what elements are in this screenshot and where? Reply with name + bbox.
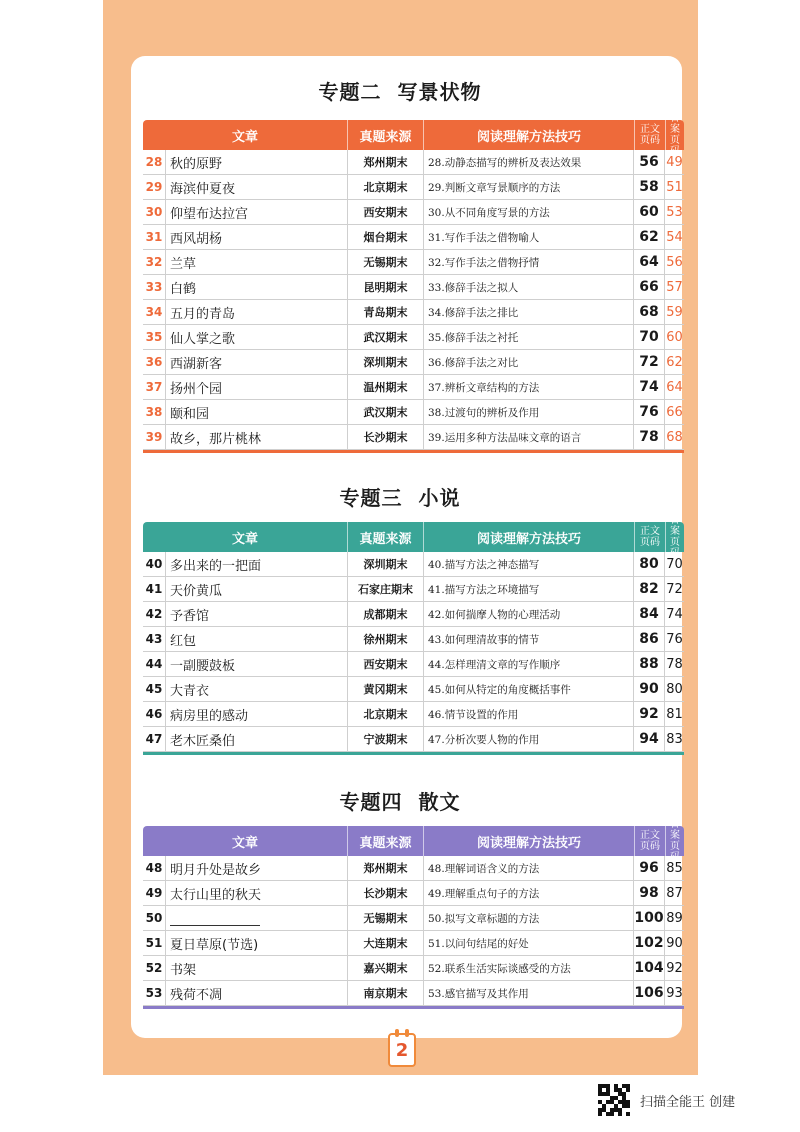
- answer-page: 76: [666, 631, 683, 647]
- toc-table: [143, 819, 684, 1009]
- page-number-badge: [388, 1033, 416, 1067]
- qr-cell: [626, 1112, 630, 1116]
- table-row[interactable]: [143, 350, 684, 375]
- answer-page: 80: [666, 681, 683, 697]
- article-title: [166, 375, 348, 399]
- article-title: [166, 400, 348, 424]
- header-skill: [424, 120, 635, 150]
- header-page-line1: 正文: [640, 124, 660, 135]
- header-source: [348, 120, 424, 150]
- exam-source: 西安期末: [348, 652, 424, 676]
- header-skill-label: 阅读理解方法技巧: [476, 129, 581, 145]
- table-row[interactable]: [143, 727, 684, 752]
- header-skill-label: 阅读理解方法技巧: [476, 531, 581, 547]
- header-ans-line2: 页码: [670, 135, 680, 157]
- exam-source: 郑州期末: [348, 150, 424, 174]
- table-row[interactable]: [143, 150, 684, 175]
- answer-page: 89: [666, 910, 683, 926]
- article-title-text: 兰草: [170, 256, 197, 272]
- text-page: 56: [634, 150, 665, 174]
- reading-skill: 35.修辞手法之衬托: [424, 325, 634, 349]
- header-article: [143, 522, 348, 552]
- reading-skill: 43.如何理清故事的情节: [424, 627, 634, 651]
- header-page: [635, 522, 666, 552]
- table-bottom-rule: [143, 450, 684, 453]
- section-title: [0, 76, 800, 105]
- text-page: 60: [634, 200, 665, 224]
- exam-source: 温州期末: [348, 375, 424, 399]
- row-number: 31: [143, 225, 166, 249]
- text-page: 88: [634, 652, 665, 676]
- reading-skill: 33.修辞手法之拟人: [424, 275, 634, 299]
- table-row[interactable]: [143, 175, 684, 200]
- table-header: [143, 819, 684, 863]
- article-title-text: 大青衣: [170, 683, 210, 699]
- article-title: [166, 727, 348, 751]
- article-title: [166, 300, 348, 324]
- text-page: 94: [634, 727, 665, 751]
- reading-skill: 30.从不同角度写景的方法: [424, 200, 634, 224]
- reading-skill: 45.如何从特定的角度概括事件: [424, 677, 634, 701]
- article-title: [166, 677, 348, 701]
- text-page: 62: [634, 225, 665, 249]
- table-row[interactable]: [143, 275, 684, 300]
- row-number: 40: [143, 552, 166, 576]
- row-number: 29: [143, 175, 166, 199]
- row-number: 33: [143, 275, 166, 299]
- article-title-text: 五月的青岛: [170, 306, 236, 322]
- exam-source: 西安期末: [348, 200, 424, 224]
- reading-skill: 49.理解重点句子的方法: [424, 881, 634, 905]
- row-number: 39: [143, 425, 166, 449]
- article-title: [166, 906, 348, 930]
- reading-skill: 32.写作手法之借物抒情: [424, 250, 634, 274]
- article-title: [166, 981, 348, 1005]
- text-page: 84: [634, 602, 665, 626]
- article-title: [166, 275, 348, 299]
- scanner-watermark: [598, 1084, 735, 1116]
- answer-page: 59: [666, 304, 683, 320]
- header-page-line2: 页码: [640, 537, 660, 548]
- header-article: [143, 826, 348, 856]
- table-row[interactable]: [143, 300, 684, 325]
- header-page-line2: 页码: [640, 135, 660, 146]
- header-source-label: 真题来源: [359, 835, 412, 851]
- article-title-text: 仰望布达拉宫: [170, 206, 249, 222]
- article-title: [166, 425, 348, 449]
- row-number: 52: [143, 956, 166, 980]
- article-title-text: 一副腰鼓板: [170, 658, 236, 674]
- header-source: [348, 826, 424, 856]
- table-row[interactable]: [143, 375, 684, 400]
- row-number: 37: [143, 375, 166, 399]
- exam-source: 宁波期末: [348, 727, 424, 751]
- article-title-text: 白鹤: [170, 281, 197, 297]
- exam-source: 无锡期末: [348, 250, 424, 274]
- article-title: [166, 225, 348, 249]
- table-row[interactable]: [143, 956, 684, 981]
- text-page: 74: [634, 375, 665, 399]
- exam-source: 徐州期末: [348, 627, 424, 651]
- table-row[interactable]: [143, 931, 684, 956]
- exam-source: 深圳期末: [348, 552, 424, 576]
- article-title-text: 故乡，那片桃林: [170, 431, 262, 447]
- article-title: [166, 150, 348, 174]
- row-number: 47: [143, 727, 166, 751]
- header-ans-line2: 页码: [670, 841, 680, 863]
- header-ans-line1: 答案: [670, 515, 680, 537]
- article-title: [166, 325, 348, 349]
- article-title-text: 老木匠桑伯: [170, 733, 236, 749]
- reading-skill: 50.拟写文章标题的方法: [424, 906, 634, 930]
- reading-skill: 41.描写方法之环境描写: [424, 577, 634, 601]
- article-title-text: 红包: [170, 633, 197, 649]
- row-number: 46: [143, 702, 166, 726]
- text-page: 76: [634, 400, 665, 424]
- article-title: [166, 856, 348, 880]
- page-number: 2: [395, 1039, 409, 1061]
- row-number: 51: [143, 931, 166, 955]
- answer-page: 70: [666, 556, 683, 572]
- header-answer: [666, 515, 684, 559]
- exam-source: 成都期末: [348, 602, 424, 626]
- answer-page: 66: [666, 404, 683, 420]
- text-page: 104: [634, 956, 665, 980]
- table-header: [143, 515, 684, 559]
- reading-skill: 31.写作手法之借物喻人: [424, 225, 634, 249]
- text-page: 78: [634, 425, 665, 449]
- section-name: 散文: [418, 790, 461, 814]
- table-row[interactable]: [143, 225, 684, 250]
- table-row[interactable]: [143, 425, 684, 450]
- table-row[interactable]: [143, 702, 684, 727]
- reading-skill: 29.判断文章写景顺序的方法: [424, 175, 634, 199]
- table-row[interactable]: [143, 906, 684, 931]
- article-title: [166, 702, 348, 726]
- exam-source: 黄冈期末: [348, 677, 424, 701]
- answer-page: 64: [666, 379, 683, 395]
- article-title-text: 书架: [170, 962, 197, 978]
- table-bottom-rule: [143, 752, 684, 755]
- article-title-text: 颐和园: [170, 406, 210, 422]
- text-page: 72: [634, 350, 665, 374]
- header-page: [635, 120, 666, 150]
- answer-page: 54: [666, 229, 683, 245]
- blank-title-line: [170, 911, 260, 926]
- answer-page: 81: [666, 706, 683, 722]
- article-title-text: 病房里的感动: [170, 708, 249, 724]
- table-row[interactable]: [143, 325, 684, 350]
- header-article-label: 文章: [231, 129, 258, 145]
- header-article: [143, 120, 348, 150]
- table-bottom-rule: [143, 1006, 684, 1009]
- row-number: 43: [143, 627, 166, 651]
- header-ans-line1: 答案: [670, 113, 680, 135]
- row-number: 45: [143, 677, 166, 701]
- exam-source: 青岛期末: [348, 300, 424, 324]
- text-page: 58: [634, 175, 665, 199]
- text-page: 106: [634, 981, 665, 1005]
- article-title: [166, 602, 348, 626]
- section-name: 写景状物: [397, 80, 482, 104]
- article-title-text: 秋的原野: [170, 156, 223, 172]
- header-source: [348, 522, 424, 552]
- answer-page: 57: [666, 279, 683, 295]
- toc-table: [143, 113, 684, 453]
- answer-page: 83: [666, 731, 683, 747]
- article-title-text: 西风胡杨: [170, 231, 223, 247]
- header-source-label: 真题来源: [359, 129, 412, 145]
- header-article-label: 文章: [231, 835, 258, 851]
- table-header: [143, 113, 684, 157]
- answer-page: 68: [666, 429, 683, 445]
- header-page-line1: 正文: [640, 526, 660, 537]
- exam-source: 武汉期末: [348, 400, 424, 424]
- reading-skill: 51.以问句结尾的好处: [424, 931, 634, 955]
- reading-skill: 39.运用多种方法品味文章的语言: [424, 425, 634, 449]
- header-skill: [424, 826, 635, 856]
- header-skill-label: 阅读理解方法技巧: [476, 835, 581, 851]
- reading-skill: 37.辨析文章结构的方法: [424, 375, 634, 399]
- exam-source: 嘉兴期末: [348, 956, 424, 980]
- exam-source: 昆明期末: [348, 275, 424, 299]
- exam-source: 长沙期末: [348, 881, 424, 905]
- answer-page: 60: [666, 329, 683, 345]
- article-title-text: 太行山里的秋天: [170, 887, 262, 903]
- exam-source: 北京期末: [348, 175, 424, 199]
- text-page: 68: [634, 300, 665, 324]
- reading-skill: 34.修辞手法之排比: [424, 300, 634, 324]
- text-page: 80: [634, 552, 665, 576]
- text-page: 100: [634, 906, 665, 930]
- exam-source: 石家庄期末: [348, 577, 424, 601]
- table-row[interactable]: [143, 250, 684, 275]
- section-label: 专题二: [318, 80, 382, 104]
- reading-skill: 52.联系生活实际谈感受的方法: [424, 956, 634, 980]
- text-page: 86: [634, 627, 665, 651]
- row-number: 30: [143, 200, 166, 224]
- article-title: [166, 652, 348, 676]
- article-title-text: 西湖新客: [170, 356, 223, 372]
- reading-skill: 53.感官描写及其作用: [424, 981, 634, 1005]
- article-title-text: 多出来的一把面: [170, 558, 262, 574]
- text-page: 90: [634, 677, 665, 701]
- article-title-text: 仙人掌之歌: [170, 331, 236, 347]
- exam-source: 无锡期末: [348, 906, 424, 930]
- row-number: 38: [143, 400, 166, 424]
- toc-table: [143, 515, 684, 755]
- article-title-text: 海滨仲夏夜: [170, 181, 236, 197]
- table-row[interactable]: [143, 200, 684, 225]
- exam-source: 武汉期末: [348, 325, 424, 349]
- article-title-text: 明月升处是故乡: [170, 862, 262, 878]
- header-ans-line1: 答案: [670, 819, 680, 841]
- reading-skill: 36.修辞手法之对比: [424, 350, 634, 374]
- answer-page: 92: [666, 960, 683, 976]
- answer-page: 74: [666, 606, 683, 622]
- reading-skill: 38.过渡句的辨析及作用: [424, 400, 634, 424]
- article-title-text: 天价黄瓜: [170, 583, 223, 599]
- answer-page: 90: [666, 935, 683, 951]
- row-number: 34: [143, 300, 166, 324]
- reading-skill: 46.情节设置的作用: [424, 702, 634, 726]
- reading-skill: 40.描写方法之神态描写: [424, 552, 634, 576]
- table-row[interactable]: [143, 652, 684, 677]
- answer-page: 49: [666, 154, 683, 170]
- answer-page: 72: [666, 581, 683, 597]
- article-title: [166, 627, 348, 651]
- exam-source: 烟台期末: [348, 225, 424, 249]
- reading-skill: 44.怎样理清文章的写作顺序: [424, 652, 634, 676]
- article-title: [166, 250, 348, 274]
- text-page: 64: [634, 250, 665, 274]
- article-title-text: 残荷不凋: [170, 987, 223, 1003]
- article-title-text: 予香馆: [170, 608, 210, 624]
- header-page-line1: 正文: [640, 830, 660, 841]
- table-row[interactable]: [143, 552, 684, 577]
- exam-source: 大连期末: [348, 931, 424, 955]
- text-page: 70: [634, 325, 665, 349]
- header-page-line2: 页码: [640, 841, 660, 852]
- answer-page: 78: [666, 656, 683, 672]
- table-row[interactable]: [143, 627, 684, 652]
- reading-skill: 42.如何揣摩人物的心理活动: [424, 602, 634, 626]
- row-number: 36: [143, 350, 166, 374]
- article-title: [166, 931, 348, 955]
- text-page: 98: [634, 881, 665, 905]
- answer-page: 85: [666, 860, 683, 876]
- article-title-text: 扬州个园: [170, 381, 223, 397]
- article-title: [166, 881, 348, 905]
- section-title: [0, 786, 800, 815]
- row-number: 44: [143, 652, 166, 676]
- text-page: 82: [634, 577, 665, 601]
- row-number: 35: [143, 325, 166, 349]
- section-title: [0, 482, 800, 511]
- watermark-text: 扫描全能王 创建: [640, 1094, 736, 1110]
- exam-source: 深圳期末: [348, 350, 424, 374]
- qr-code-icon: [598, 1084, 630, 1116]
- header-answer: [666, 819, 684, 863]
- answer-page: 56: [666, 254, 683, 270]
- table-row[interactable]: [143, 400, 684, 425]
- article-title: [166, 350, 348, 374]
- row-number: 42: [143, 602, 166, 626]
- reading-skill: 48.理解词语含义的方法: [424, 856, 634, 880]
- header-page: [635, 826, 666, 856]
- exam-source: 郑州期末: [348, 856, 424, 880]
- section-label: 专题四: [339, 790, 403, 814]
- text-page: 92: [634, 702, 665, 726]
- row-number: 48: [143, 856, 166, 880]
- header-article-label: 文章: [231, 531, 258, 547]
- header-skill: [424, 522, 635, 552]
- article-title: [166, 175, 348, 199]
- row-number: 53: [143, 981, 166, 1005]
- row-number: 50: [143, 906, 166, 930]
- article-title: [166, 200, 348, 224]
- row-number: 41: [143, 577, 166, 601]
- text-page: 96: [634, 856, 665, 880]
- exam-source: 北京期末: [348, 702, 424, 726]
- reading-skill: 47.分析次要人物的作用: [424, 727, 634, 751]
- section-label: 专题三: [339, 486, 403, 510]
- text-page: 66: [634, 275, 665, 299]
- table-row[interactable]: [143, 602, 684, 627]
- header-answer: [666, 113, 684, 157]
- row-number: 32: [143, 250, 166, 274]
- article-title-text: 夏日草原(节选): [170, 937, 259, 953]
- table-row[interactable]: [143, 677, 684, 702]
- answer-page: 62: [666, 354, 683, 370]
- row-number: 28: [143, 150, 166, 174]
- table-row[interactable]: [143, 981, 684, 1006]
- table-row[interactable]: [143, 577, 684, 602]
- article-title: [166, 577, 348, 601]
- text-page: 102: [634, 931, 665, 955]
- section-name: 小说: [418, 486, 461, 510]
- table-row[interactable]: [143, 881, 684, 906]
- answer-page: 93: [666, 985, 683, 1001]
- header-source-label: 真题来源: [359, 531, 412, 547]
- answer-page: 51: [666, 179, 683, 195]
- answer-page: 53: [666, 204, 683, 220]
- answer-page: 87: [666, 885, 683, 901]
- exam-source: 长沙期末: [348, 425, 424, 449]
- header-ans-line2: 页码: [670, 537, 680, 559]
- reading-skill: 28.动静态描写的辨析及表达效果: [424, 150, 634, 174]
- row-number: 49: [143, 881, 166, 905]
- exam-source: 南京期末: [348, 981, 424, 1005]
- table-row[interactable]: [143, 856, 684, 881]
- article-title: [166, 552, 348, 576]
- article-title: [166, 956, 348, 980]
